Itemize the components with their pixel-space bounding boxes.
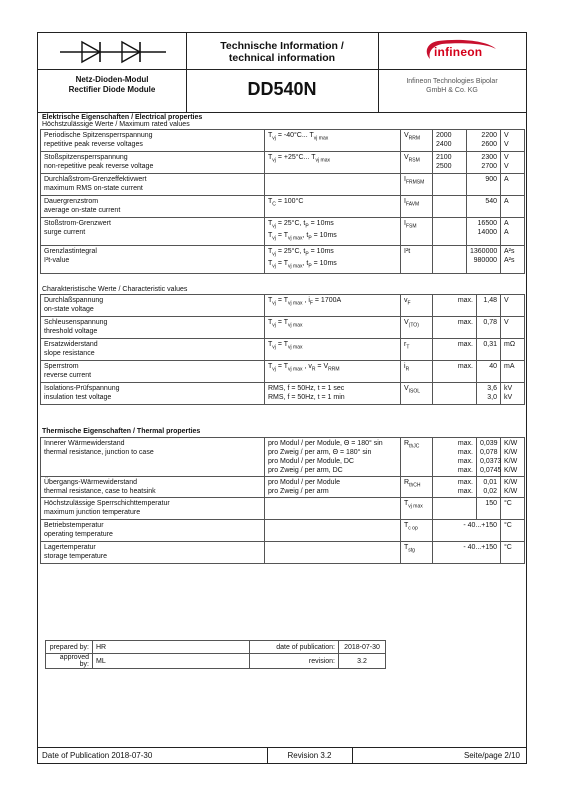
- param-name: Sperrstrom: [44, 363, 79, 370]
- param-name-en: surge current: [44, 229, 86, 236]
- symbol: V: [404, 132, 409, 139]
- symbol: T: [404, 544, 409, 551]
- unit: mA: [504, 363, 515, 370]
- cond: vj max: [288, 235, 303, 242]
- table-row: [41, 295, 525, 317]
- value: 0,078: [480, 449, 498, 456]
- cond: = 10ms: [308, 247, 334, 255]
- param-name: Übergangs-Wärmewiderstand: [44, 479, 137, 486]
- footer-page: Seite/page 2/10: [463, 751, 520, 760]
- infineon-logo: [422, 39, 502, 63]
- cond: pro Zweig / per arm, DC: [268, 467, 343, 474]
- company-line2: GmbH & Co. KG: [426, 87, 478, 94]
- param-name-en: maximum junction temperature: [44, 509, 141, 516]
- logo-text: infineon: [434, 45, 483, 59]
- symbol: RRM: [408, 135, 421, 142]
- param-name-en: I²t-value: [44, 256, 70, 264]
- table-row: [41, 383, 525, 405]
- title-en: technical information: [228, 52, 336, 64]
- symbol: thJC: [409, 443, 420, 450]
- unit: V: [504, 141, 509, 148]
- cond: T: [268, 154, 273, 161]
- symbol: i: [404, 363, 406, 370]
- unit: V: [504, 154, 509, 161]
- cond: = -40°C... T: [275, 132, 314, 139]
- param-name: Höchstzulässige Sperrschichttemperatur: [44, 500, 170, 507]
- table-row: [41, 361, 525, 383]
- diode-symbol-icon: [58, 39, 168, 65]
- symbol: T: [404, 500, 409, 507]
- cond: vj max: [288, 344, 303, 351]
- cond: P: [305, 251, 309, 258]
- unit: V: [504, 132, 509, 139]
- cond: = T: [275, 341, 289, 348]
- cond: vj max: [315, 157, 330, 164]
- cond: = +25°C... T: [275, 154, 316, 161]
- cond: = T: [275, 232, 289, 240]
- cond: = V: [315, 363, 329, 370]
- qualifier: max.: [457, 319, 473, 326]
- footer: [38, 747, 526, 764]
- header-divider: [378, 33, 379, 112]
- cond: pro Zweig / per arm, Θ = 180° sin: [268, 449, 372, 456]
- symbol: F: [407, 300, 411, 307]
- cond: = 25°C, t: [275, 247, 306, 255]
- value: 0,02: [483, 488, 497, 495]
- cond: = T: [275, 319, 289, 326]
- value: 150: [485, 500, 497, 507]
- symbol: V: [404, 385, 409, 392]
- value: 0,31: [483, 341, 497, 348]
- product-type-de: Netz-Dioden-Modul: [75, 75, 149, 84]
- unit: kV: [504, 385, 513, 392]
- param-name-en: thermal resistance, case to heatsink: [44, 488, 156, 495]
- symbol: RSM: [408, 157, 420, 164]
- header: [38, 33, 526, 112]
- param-name: Isolations-Prüfspannung: [44, 385, 120, 392]
- cond: = T: [275, 363, 289, 370]
- company-line1: Infineon Technologies Bipolar: [406, 78, 498, 85]
- unit: K/W: [504, 479, 518, 486]
- cond: F: [309, 300, 313, 307]
- cond: T: [268, 363, 273, 370]
- cond: vj: [272, 322, 276, 329]
- param-name: Grenzlastintegral: [44, 247, 97, 255]
- cond: R: [311, 366, 316, 373]
- value: 1,48: [483, 297, 497, 304]
- table-row: [41, 438, 525, 477]
- symbol: V: [404, 319, 409, 326]
- param-name-en: reverse current: [44, 372, 92, 379]
- unit: K/W: [504, 467, 518, 474]
- cond: pro Modul / per Module, Θ = 180° sin: [268, 440, 383, 447]
- unit: V: [504, 163, 509, 170]
- param-name-en: insulation test voltage: [44, 394, 112, 401]
- qualifier: max.: [457, 467, 473, 474]
- cond: = 100°C: [275, 198, 304, 205]
- symbol: I: [404, 198, 406, 205]
- symbol: V: [404, 154, 409, 161]
- param-name-en: storage temperature: [44, 553, 108, 560]
- table-row: [41, 218, 525, 246]
- cond: = T: [275, 297, 289, 304]
- cond: T: [268, 260, 273, 268]
- value: 0,0373: [480, 458, 502, 465]
- cond: = 10ms: [311, 232, 337, 240]
- table-row: [41, 245, 525, 273]
- header-divider: [38, 112, 526, 113]
- param-name: Betriebstemperatur: [44, 522, 104, 529]
- table-row: [46, 641, 386, 654]
- symbol: (TO): [408, 322, 419, 329]
- doc-title: [186, 40, 378, 64]
- unit: K/W: [504, 488, 518, 495]
- table-row: [41, 174, 525, 196]
- value: 1360000: [470, 247, 498, 255]
- approved-value: ML: [93, 654, 250, 669]
- value: 2500: [436, 163, 452, 170]
- cond: P: [308, 235, 312, 242]
- cond: = 10ms: [311, 260, 337, 268]
- value: 0,0745: [480, 467, 502, 474]
- publication-table: [45, 640, 386, 669]
- unit: K/W: [504, 449, 518, 456]
- electrical-title: Elektrische Eigenschaften / Electrical properties: [42, 114, 203, 121]
- prepared-value: HR: [93, 641, 250, 654]
- value: 2700: [481, 163, 497, 170]
- cond: T: [268, 220, 273, 227]
- cond: T: [268, 341, 273, 348]
- unit: V: [504, 297, 509, 304]
- qualifier: max.: [457, 449, 473, 456]
- value: 16500: [477, 220, 497, 227]
- qualifier: max.: [457, 479, 473, 486]
- value: - 40...+150: [463, 522, 497, 529]
- cond: C: [272, 201, 276, 208]
- cond: RMS, f = 50Hz, t = 1 sec: [268, 385, 345, 392]
- value: 2100: [436, 154, 452, 161]
- table-row: [41, 130, 525, 152]
- value: 0,78: [483, 319, 497, 326]
- param-name-en: on-state voltage: [44, 306, 94, 313]
- cond: vj max: [288, 300, 303, 307]
- table-row: [41, 317, 525, 339]
- date-label: date of publication:: [250, 641, 339, 654]
- footer-divider: [352, 747, 353, 764]
- symbol: T: [404, 522, 409, 529]
- unit: kV: [504, 394, 513, 401]
- value: 980000: [473, 256, 497, 264]
- cond: vj: [272, 157, 276, 164]
- symbol: I: [404, 220, 406, 227]
- unit: °C: [504, 522, 512, 529]
- cond: , v: [302, 363, 312, 370]
- unit: A²s: [504, 256, 515, 264]
- symbol: R: [405, 366, 410, 373]
- value: 0,01: [483, 479, 497, 486]
- thermal-title: Thermische Eigenschaften / Thermal properties: [42, 428, 201, 435]
- table-row: [41, 152, 525, 174]
- company-name: [378, 77, 526, 95]
- symbol: R: [404, 440, 410, 447]
- prepared-label: prepared by:: [46, 641, 93, 654]
- param-name: Stoßstrom-Grenzwert: [44, 220, 111, 227]
- qualifier: max.: [457, 297, 473, 304]
- symbol: FAVM: [405, 201, 420, 208]
- cond: = T: [275, 260, 289, 268]
- unit: A²s: [504, 247, 515, 255]
- symbol: T: [406, 344, 410, 351]
- symbol: FSM: [405, 223, 417, 230]
- footer-date: Date of Publication 2018-07-30: [42, 751, 153, 760]
- value: 2000: [436, 132, 452, 139]
- symbol: R: [404, 479, 410, 486]
- param-name: Innerer Wärmewiderstand: [44, 440, 125, 447]
- symbol: stg: [408, 547, 415, 554]
- cond: T: [268, 232, 273, 240]
- value: 14000: [477, 229, 497, 236]
- cond: vj: [272, 251, 276, 258]
- max-rated-table: [40, 129, 525, 274]
- qualifier: max.: [457, 488, 473, 495]
- product-type: [38, 75, 186, 95]
- footer-divider: [38, 747, 526, 748]
- cond: vj max: [288, 366, 303, 373]
- value: 900: [485, 176, 497, 183]
- characteristic-subtitle: Charakteristische Werte / Characteristic values: [42, 286, 188, 293]
- footer-revision: Revision 3.2: [287, 751, 332, 760]
- param-name-en: maximum RMS on-state current: [44, 185, 143, 192]
- cond: P: [308, 263, 312, 270]
- param-name-en: operating temperature: [44, 531, 113, 538]
- part-number: DD540N: [247, 79, 317, 99]
- param-name-en: non-repetitive peak reverse voltage: [44, 163, 154, 170]
- cond: = 1700A: [312, 297, 342, 304]
- datasheet-page: [37, 32, 527, 764]
- revision-value: 3.2: [339, 654, 386, 669]
- table-row: [41, 339, 525, 361]
- param-name: Durchlaßstrom-Grenzeffektivwert: [44, 176, 147, 183]
- unit: A: [504, 198, 509, 205]
- table-row: [41, 520, 525, 542]
- param-name: Ersatzwiderstand: [44, 341, 98, 348]
- table-row: [41, 196, 525, 218]
- cond: = 25°C, t: [275, 220, 306, 227]
- param-name: Schleusenspannung: [44, 319, 108, 326]
- param-name-en: repetitive peak reverse voltages: [44, 141, 143, 148]
- param-name: Lagertemperatur: [44, 544, 96, 551]
- table-row: [46, 654, 386, 669]
- product-type-en: Rectifier Diode Module: [68, 85, 156, 94]
- unit: °C: [504, 500, 512, 507]
- cond: T: [268, 198, 273, 205]
- value: 40: [489, 363, 497, 370]
- cond: , i: [302, 297, 310, 304]
- unit: A: [504, 220, 509, 227]
- qualifier: max.: [457, 458, 473, 465]
- qualifier: max.: [457, 341, 473, 348]
- cond: vj: [272, 344, 276, 351]
- cond: , t: [302, 232, 309, 240]
- date-value: 2018-07-30: [339, 641, 386, 654]
- cond: vj: [272, 366, 276, 373]
- qualifier: max.: [457, 363, 473, 370]
- param-name: Stoßspitzensperrspannung: [44, 154, 128, 161]
- value: 3,0: [487, 394, 497, 401]
- unit: K/W: [504, 458, 518, 465]
- cond: RRM: [328, 366, 340, 373]
- cond: vj: [272, 135, 276, 142]
- param-name-en: slope resistance: [44, 350, 95, 357]
- table-row: [41, 542, 525, 564]
- cond: vj: [272, 235, 276, 242]
- table-row: [41, 498, 525, 520]
- symbol: v: [404, 297, 408, 304]
- cond: pro Zweig / per arm: [268, 488, 329, 495]
- unit: V: [504, 319, 509, 326]
- value: - 40...+150: [463, 544, 497, 551]
- characteristic-table: [40, 294, 525, 405]
- unit: A: [504, 176, 509, 183]
- cond: vj max: [288, 322, 303, 329]
- value: 2200: [481, 132, 497, 139]
- cond: vj: [272, 223, 276, 230]
- header-divider: [38, 69, 526, 70]
- value: 0,039: [480, 440, 498, 447]
- symbol: ISOL: [408, 388, 421, 395]
- symbol: c op: [408, 525, 418, 532]
- value: 540: [485, 198, 497, 205]
- value: 2400: [436, 141, 452, 148]
- unit: mΩ: [504, 341, 516, 348]
- cond: pro Modul / per Module: [268, 479, 340, 486]
- title-de: Technische Information /: [220, 40, 344, 52]
- param-name: Periodische Spitzensperrspannung: [44, 132, 153, 139]
- thermal-table: [40, 437, 525, 564]
- param-name-en: thermal resistance, junction to case: [44, 449, 154, 456]
- cond: vj max: [313, 135, 329, 142]
- symbol: thCH: [409, 482, 421, 489]
- symbol: I: [404, 176, 406, 183]
- cond: = 10ms: [308, 220, 334, 227]
- approved-label: approved by:: [46, 654, 93, 669]
- cond: vj: [272, 263, 276, 270]
- value: 2600: [481, 141, 497, 148]
- unit: A: [504, 229, 509, 236]
- cond: RMS, f = 50Hz, t = 1 min: [268, 394, 345, 401]
- cond: pro Modul / per Module, DC: [268, 458, 354, 465]
- cond: , t: [302, 260, 309, 268]
- electrical-subtitle: Höchstzulässige Werte / Maximum rated values: [42, 121, 190, 128]
- param-name-en: average on-state current: [44, 207, 121, 214]
- param-name: Dauergrenzstrom: [44, 198, 99, 205]
- unit: °C: [504, 544, 512, 551]
- table-row: [41, 477, 525, 498]
- symbol: vj max: [408, 503, 423, 510]
- value: 2300: [481, 154, 497, 161]
- symbol: r: [404, 341, 407, 348]
- param-name-en: threshold voltage: [44, 328, 98, 335]
- cond: vj: [272, 300, 276, 307]
- value: 3,6: [487, 385, 497, 392]
- qualifier: max.: [457, 440, 473, 447]
- unit: K/W: [504, 440, 518, 447]
- cond: T: [268, 297, 273, 304]
- cond: T: [268, 247, 273, 255]
- revision-label: revision:: [250, 654, 339, 669]
- param-name: Durchlaßspannung: [44, 297, 104, 304]
- symbol: I²t: [404, 247, 411, 255]
- cond: T: [268, 132, 273, 139]
- cond: P: [305, 223, 309, 230]
- symbol: FRMSM: [405, 179, 425, 186]
- cond: T: [268, 319, 273, 326]
- cond: vj max: [288, 263, 303, 270]
